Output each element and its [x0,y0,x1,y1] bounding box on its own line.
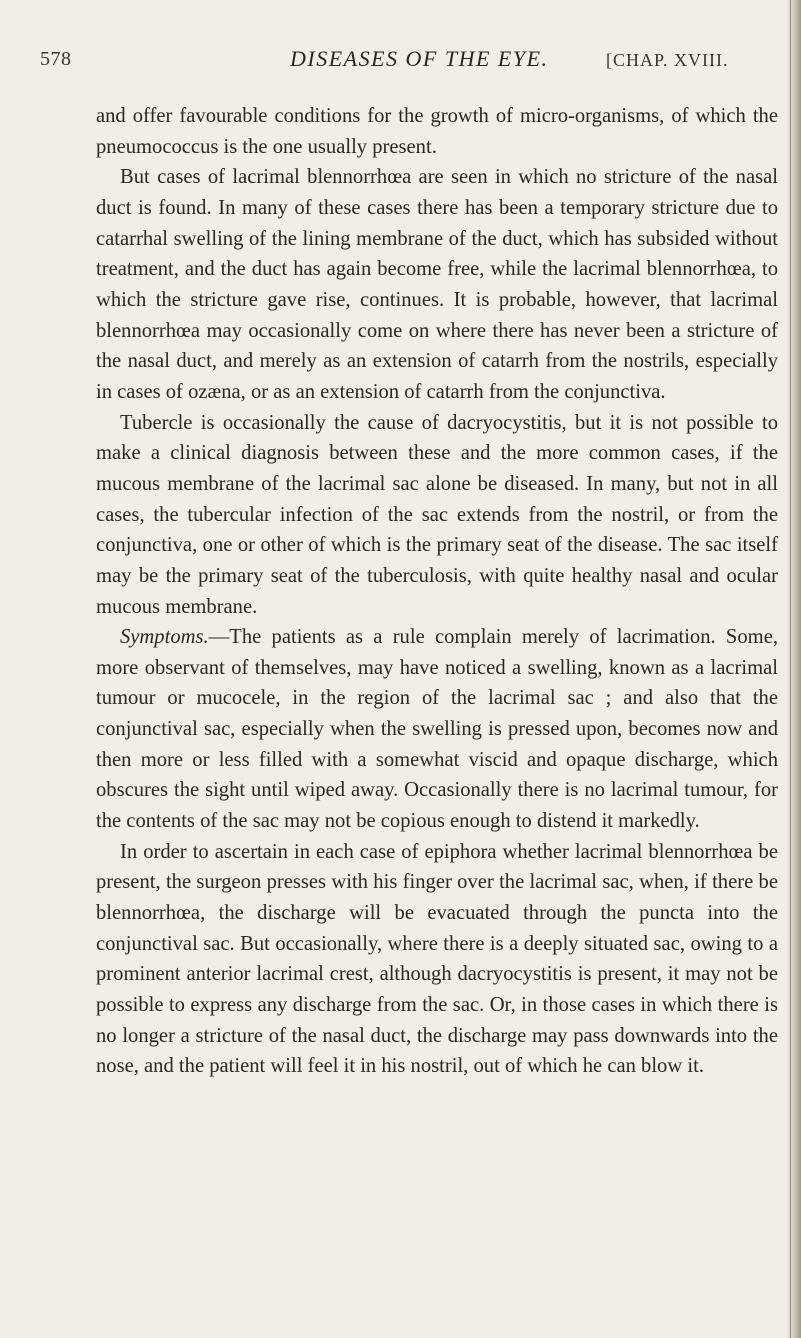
paragraph-text: But cases of lacrimal blennorrhœa are seen in which no stricture of the nasal duct is found. In many of these cases there has been a temporary stricture due to catarrhal swelling of the lining membrane of the duct, which has subsided without treatment, and the duct has again become free, while the lacrimal blennorrhœa, to which the stricture gave rise, continues. It is probable, however, that lacrimal blennorrhœa may occasionally come on where there has never been a stricture of the nasal duct, and merely as an extension of catarrh from the nostrils, especially in cases of ozæna, or as an extension of catarrh from the conjunctiva. [96,166,778,403]
paragraph-tubercle [96,408,778,623]
page-edge-line [790,0,791,1338]
body-text [96,101,778,1082]
section-lead-symptoms: Symptoms. [120,626,209,649]
paragraph-symptoms [96,622,778,837]
running-title: DISEASES OF THE EYE. [290,46,549,71]
paragraph-text: —The patients as a rule complain merely of lacrimation. Some, more observant of themselves, may have noticed a swelling, known as a lacrimal tumour or mucocele, in the region of the lacrimal sac ; and also that the conjunctival sac, especially when the swelling is pressed upon, becomes now and then more or less filled with a somewhat viscid and opaque discharge, which obscures the sight until wiped away. Occasionally there is no lacrimal tumour, for the contents of the sac may not be copious enough to distend it markedly. [96,626,778,833]
paragraph-text: Tubercle is occasionally the cause of dacryocystitis, but it is not possible to make a clinical diagnosis between these and the more common cases, if the mucous membrane of the lacrimal sac alone be diseased. In many, but not in all cases, the tubercular infection of the sac extends from the nostril, or from the conjunctiva, one or other of which is the primary seat of the disease. The sac itself may be the primary seat of the tuberculosis, with quite healthy nasal and ocular mucous membrane. [96,411,778,618]
paragraph-text: In order to ascertain in each case of epiphora whether lacrimal blennorrhœa be present, the surgeon presses with his finger over the lacrimal sac, when, if there be blennorrhœa, the discharge will be evacuated through the puncta into the conjunctival sac. But occasionally, where there is a deeply situated sac, owing to a prominent anterior lacrimal crest, although dacryocystitis is present, it may not be possible to express any discharge from the sac. Or, in those cases in which there is no longer a stricture of the nasal duct, the discharge may pass downwards into the nose, and the patient will feel it in his nostril, out of which he can blow it. [96,840,778,1078]
paragraph-diagnosis [96,837,778,1082]
page-header [40,48,780,84]
paragraph-text: and offer favourable conditions for the growth of micro-organisms, of which the pneumococcus is the one usually present. [96,105,778,158]
chapter-reference: [CHAP. XVIII. [606,50,729,70]
page-number: 578 [40,48,72,70]
paragraph-continuation [96,101,778,162]
paragraph-blennorrhoea-without-stricture [96,162,778,407]
